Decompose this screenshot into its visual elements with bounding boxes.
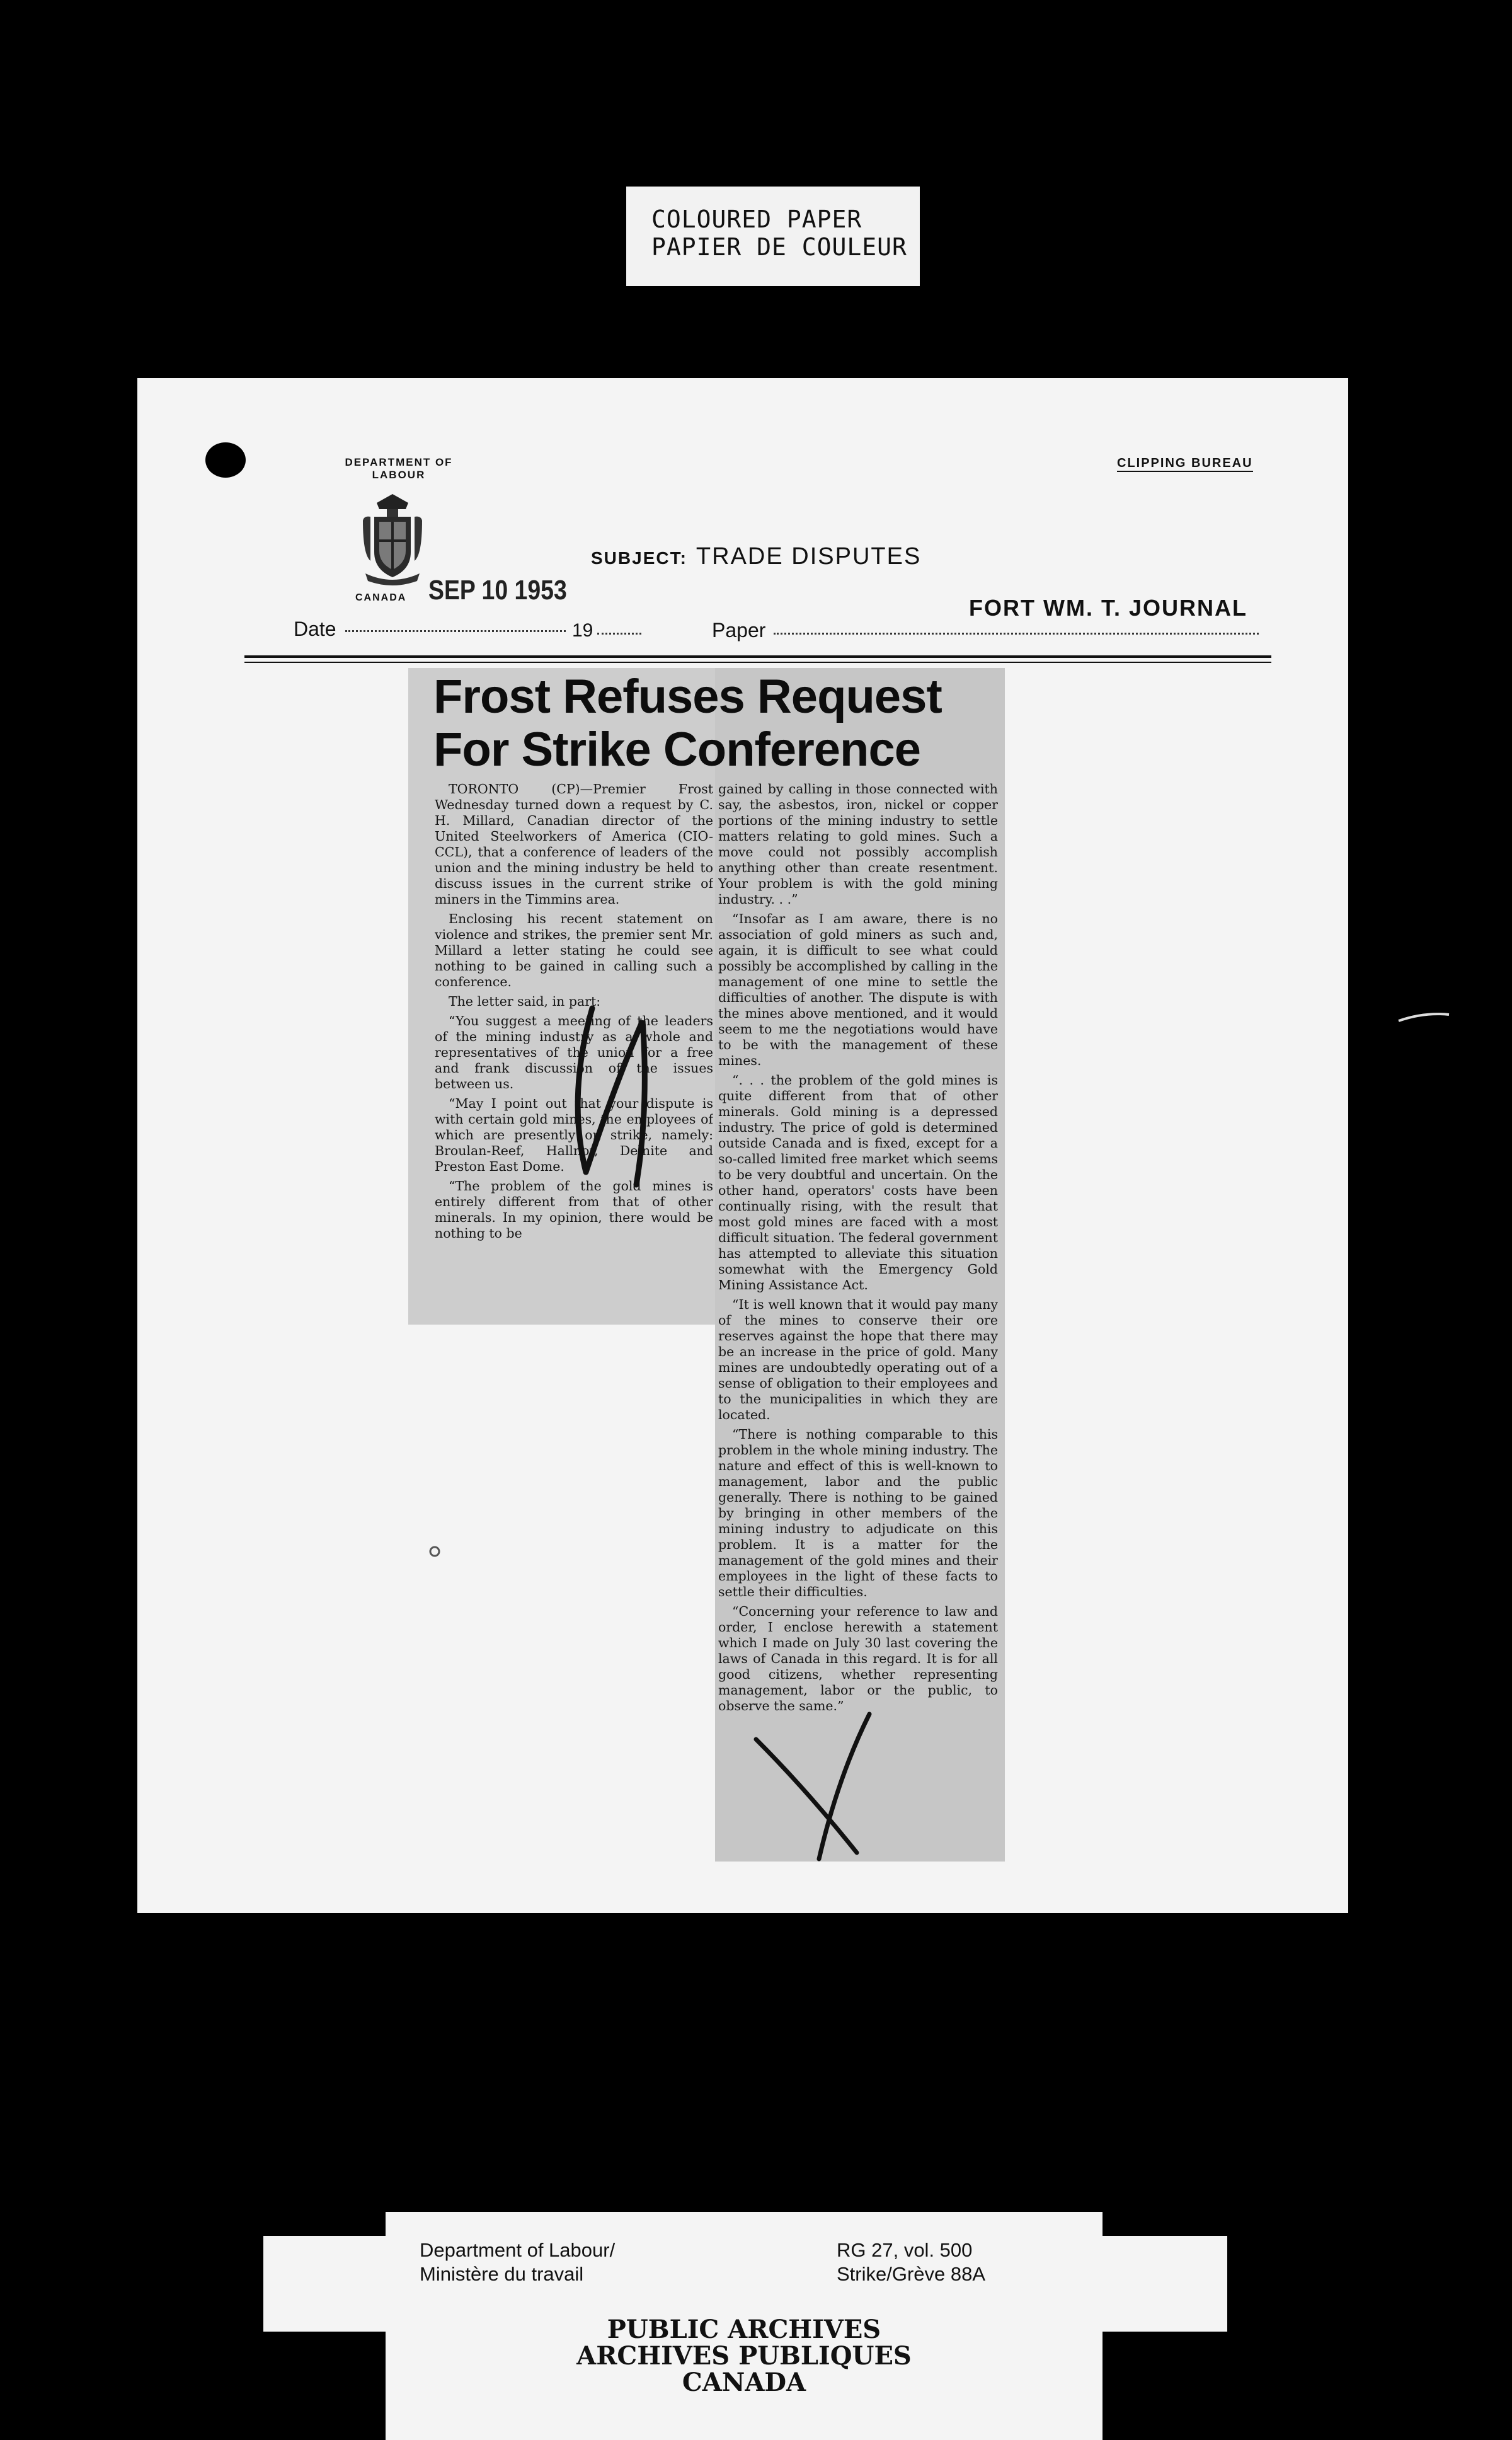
paragraph: “May I point out that your dispute is with certain gold mines, the employees of which are presently on strike, namely: Broulan-Reef, Hallnor, Delnite and Preston East Dome.: [435, 1096, 713, 1174]
paper-label: Paper: [712, 619, 766, 642]
header-rule-thin: [244, 662, 1271, 663]
paragraph: “It is well known that it would pay many of the mines to conserve their ore reserves against the hope that there may be an increase in the price of gold. Many mines are undoubtedly operating out of a sense of obligation to their employees and to the municipalities in which they are located.: [718, 1297, 998, 1422]
article-headline: [433, 670, 1000, 776]
article-column-1: [435, 781, 713, 1311]
date-label: Date: [294, 618, 336, 640]
public-archives-stamp: [386, 2316, 1102, 2396]
country-label: CANADA: [355, 592, 407, 603]
year-dotted-line: [597, 633, 641, 635]
footer-ref-2: Strike/Grève 88A: [837, 2263, 986, 2285]
article-column-2: [718, 781, 998, 1853]
coat-of-arms-icon: [352, 492, 433, 586]
footer-department: [420, 2238, 615, 2286]
date-dotted-line: [345, 630, 566, 632]
footer-dept-en: Department of Labour/: [420, 2239, 616, 2261]
punch-hole: [205, 442, 246, 478]
headline-line-1: Frost Refuses Request: [433, 670, 942, 723]
paper-value: FORT WM. T. JOURNAL: [969, 595, 1247, 621]
year-prefix: 19: [572, 620, 593, 641]
paragraph: “There is nothing comparable to this problem in the whole mining industry. The nature and effect of this is well-known to management, labor and the public generally. There is nothing to be gained by bringing in other members of the mining industry to adjudicate on this problem. It is a matter for the management of the gold mines and their employees in the light of these facts to settle their difficulties.: [718, 1427, 998, 1599]
header-rule: [244, 655, 1271, 658]
date-stamp: SEP 10 1953: [428, 575, 567, 606]
footer-ref-1: RG 27, vol. 500: [837, 2239, 973, 2261]
paragraph: gained by calling in those connected with say, the asbestos, iron, nickel or copper portions of the mining industry to settle matters relating to gold mines. Such a move could not possibly accomplish anything other than create resentment. Your problem is with the gold mining industry. . .”: [718, 781, 998, 907]
paragraph: “Concerning your reference to law and order, I enclose herewith a statement which I made on July 30 last covering the laws of Canada in this regard. It is for all good citizens, whether representing management, labor or the public, to observe the same.”: [718, 1604, 998, 1713]
paragraph: TORONTO (CP)—Premier Frost Wednesday turned down a request by C. H. Millard, Canadian director of the United Steelworkers of America (CIO-CCL), that a conference of leaders of the union and the mining industry be held to discuss issues in the current strike of miners in the Timmins area.: [435, 781, 713, 907]
paragraph: Enclosing his recent statement on violence and strikes, the premier sent Mr. Millard a letter stating he could see nothing to be gained in calling such a conference.: [435, 911, 713, 989]
paragraph: The letter said, in part:: [449, 994, 601, 1009]
department-name: DEPARTMENT OF LABOUR: [345, 456, 453, 481]
archives-line-3: CANADA: [682, 2368, 806, 2397]
paper-dotted-line: [774, 633, 1259, 635]
footer-dept-fr: Ministère du travail: [420, 2263, 584, 2285]
footer-tab-left: [263, 2236, 389, 2332]
coloured-paper-label: [626, 187, 920, 286]
archives-line-2: ARCHIVES PUBLIQUES: [576, 2341, 912, 2371]
footer-reference: [837, 2238, 985, 2286]
paragraph: “The problem of the gold mines is entirely different from that of other minerals. In my opinion, there would be nothing to be: [435, 1178, 713, 1241]
subject-value: TRADE DISPUTES: [696, 543, 922, 570]
paragraph: “Insofar as I am aware, there is no association of gold miners as such and, again, it is difficult to see what could possibly be accomplished by calling in the management of one mine to settle the difficulties of another. The dispute is with the mines above mentioned, and it would seem to me the negotiations would have to be with the management of these mines.: [718, 911, 998, 1068]
label-line-2: PAPIER DE COULEUR: [651, 233, 907, 261]
headline-line-2: For Strike Conference: [433, 723, 920, 776]
paragraph: “. . . the problem of the gold mines is quite different from that of other minerals. Gold mining is a depressed industry. The price of gold is determined outside Canada and is fixed, except for a so-called limited free market which seems to be very doubtful and uncertain. On the other hand, operators' costs have been continually rising, with the result that most gold mines are faced with a most difficult situation. The federal government has attempted to alleviate this situation somewhat with the Emergency Gold Mining Assistance Act.: [718, 1073, 998, 1292]
label-line-1: COLOURED PAPER: [651, 205, 862, 233]
paragraph: “You suggest a meeting of the leaders of the mining industry as a whole and representatives of the union for a free and frank discussion of the issues between us.: [435, 1013, 713, 1091]
subject-label: SUBJECT:: [591, 548, 687, 568]
footer-tab-right: [1097, 2236, 1227, 2332]
subject-line: [591, 543, 921, 570]
archives-line-1: PUBLIC ARCHIVES: [607, 2315, 881, 2344]
clipping-bureau-label: CLIPPING BUREAU: [1117, 456, 1253, 472]
